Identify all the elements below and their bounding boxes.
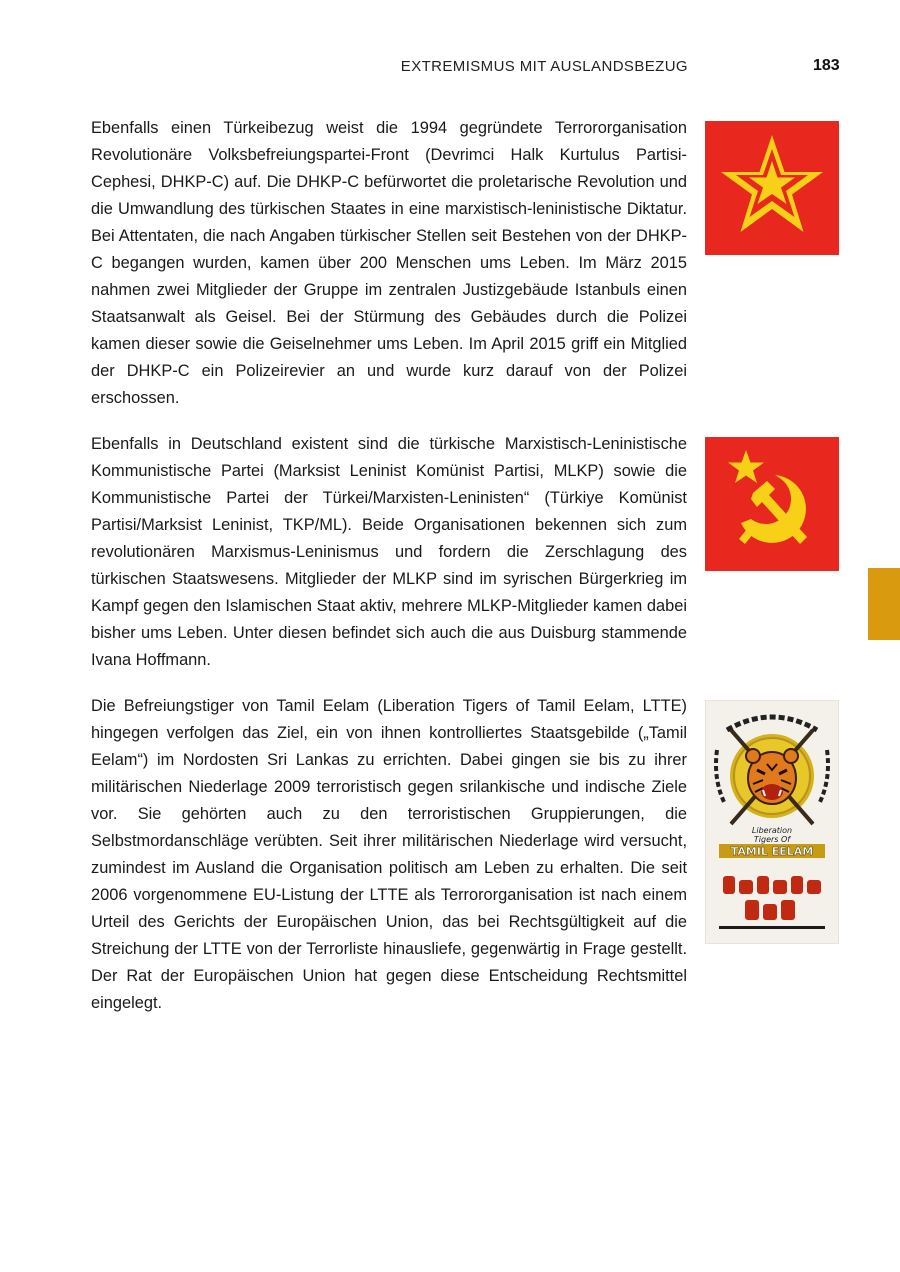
tiger-head-icon: [746, 749, 798, 804]
tamil-tiger-emblem-icon: [705, 700, 839, 944]
paragraph-dhkp-c: Ebenfalls einen Türkeibezug weist die 1994 gegründete Terrororganisation Revolutionäre Volksbefreiungspartei-Front (Devrimci Halk Kurtulus Partisi-Cephesi, DHKP-C) auf. Die DHKP-C befürwortet die proletarische Revolution und die Umwandlung des türkischen Staates in eine marxistisch-leninistische Diktatur. Bei Attentaten, die nach Angaben türkischer Stellen seit Bestehen von der DHKP-C begangen wurden, kamen über 200 Menschen ums Leben. Im März 2015 nahmen zwei Mitglieder der Gruppe im zentralen Justizgebäude Istanbuls einen Staatsanwalt als Geisel. Bei der Stürmung des Gebäudes durch die Polizei kamen dieser sowie die Geiselnehmer ums Leben. Im April 2015 griff ein Mitglied der DHKP-C ein Polizeirevier an und wurde kurz darauf von der Polizei erschossen.: [91, 119, 687, 407]
running-title: EXTREMISMUS MIT AUSLANDSBEZUG: [400, 58, 688, 75]
red-star-flag-icon: [705, 121, 839, 255]
hammer-sickle-flag-icon: [705, 437, 839, 571]
paragraph-ltte: Die Befreiungstiger von Tamil Eelam (Liberation Tigers of Tamil Eelam, LTTE) hingegen verfolgen das Ziel, ein von ihnen kontrolliertes Staatsgebilde („Tamil Eelam“) im Nordosten Sri Lankas zu errichten. Dabei gingen sie bis zu ihrer militärischen Niederlage 2009 terroristisch gegen srilankische und indische Ziele vor. Sie gehörten auch zu den terroristischen Gruppierungen, die Selbstmordanschläge verübten. Seit ihrer militärischen Niederlage wird versucht, zumindest im Ausland die Organisation politisch am Leben zu erhalten. Die seit 2006 vorgenommene EU-Listung der LTTE als Terrororganisation ist nach einem Urteil des Gerichts der Europäischen Union, das bei Rechtsgültigkeit auf die Streichung der LTTE von der Terrorliste hinausliefe, gegenwärtig in Frage gestellt. Der Rat der Europäischen Union hat gegen diese Entscheidung Rechtsmittel eingelegt.: [91, 697, 687, 1012]
chapter-tab-marker: [868, 568, 900, 640]
poster-banner-line-2: Tigers Of: [753, 835, 791, 844]
page-number: 183: [813, 57, 840, 74]
paragraph-mlkp-tkp-ml: Ebenfalls in Deutschland existent sind die türkische Marxistisch-Leninistische Kommunistische Partei (Marksist Leninist Komünist Partisi, MLKP) sowie die Kommunistische Partei der Türkei/Marxisten-Leninisten“ (Türkiye Komünist Partisi/Marksist Leninist, TKP/ML). Beide Organisationen bekennen sich zum revolutionären Marxismus-Leninismus und fordern die Zerschlagung des türkischen Staatswesens. Mitglieder der MLKP sind im syrischen Bürgerkrieg im Kampf gegen den Islamischen Staat aktiv, mehrere MLKP-Mitglieder kamen dabei bisher ums Leben. Unter diesen befindet sich auch die aus Duisburg stammende Ivana Hoffmann.: [91, 435, 687, 669]
poster-banner-title: TAMIL EELAM: [730, 845, 814, 858]
poster-banner-line-1: Liberation: [751, 826, 793, 835]
